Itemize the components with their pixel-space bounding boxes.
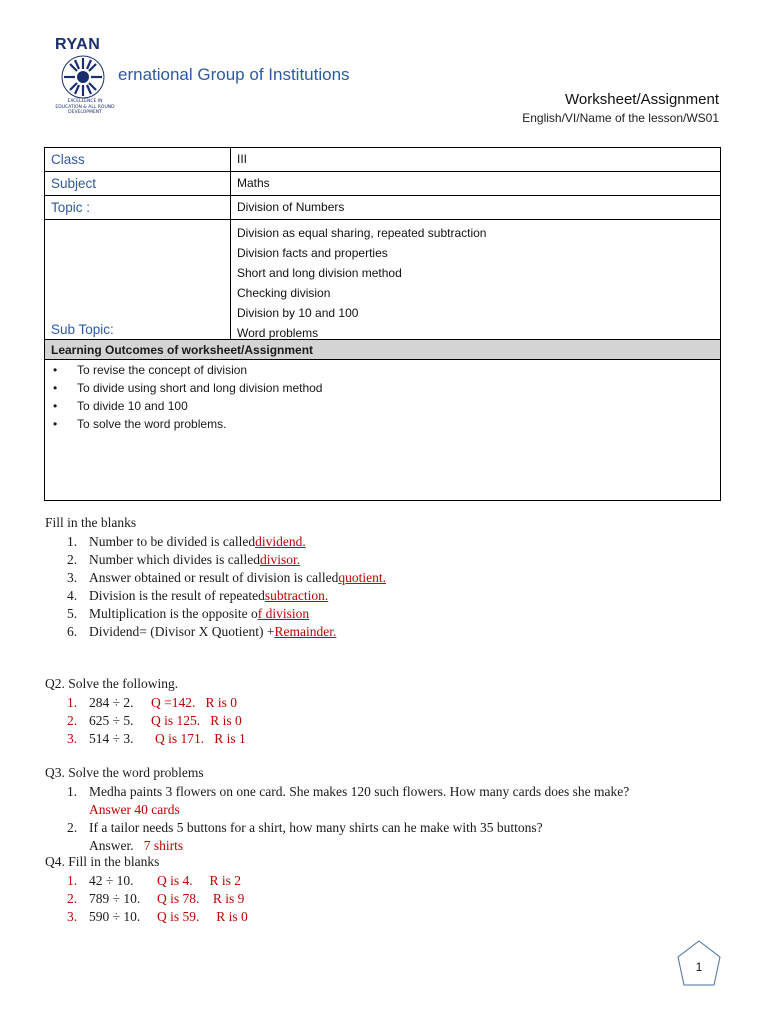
- list-item: [67, 908, 248, 926]
- item-text: Medha paints 3 flowers on one card. She makes 120 such flowers. How many cards does she make?: [89, 784, 630, 799]
- item-expression: 42 ÷ 10.: [89, 873, 134, 888]
- answer-text: Q is 4. R is 2: [157, 873, 242, 888]
- answer-text: Q is 125. R is 0: [151, 713, 242, 728]
- answer-text: 40 cards: [134, 802, 180, 817]
- school-logo: [48, 36, 118, 120]
- item-number: 2.: [67, 713, 78, 728]
- list-item: [67, 694, 246, 712]
- answer-label: Answer.: [89, 838, 144, 853]
- subject-row: [45, 172, 720, 196]
- item-expression: 789 ÷ 10.: [89, 891, 141, 906]
- topic-label: Topic :: [45, 196, 231, 219]
- answer-text: 7 shirts: [143, 838, 184, 853]
- subtopic-row: [45, 220, 720, 340]
- class-value: III: [237, 152, 248, 166]
- outcome-item: [51, 362, 714, 380]
- list-item: [67, 783, 629, 801]
- list-item: [67, 819, 629, 837]
- page-number: 1: [695, 960, 703, 974]
- subtopic-item: Checking division: [237, 286, 331, 300]
- item-number: 1.: [67, 695, 78, 710]
- item-text: Number which divides is called: [89, 552, 260, 567]
- item-number: 1.: [67, 784, 78, 799]
- answer-label: Answer: [89, 802, 135, 817]
- q3-list: [67, 783, 629, 855]
- item-number: 3.: [67, 909, 78, 924]
- answer-text: subtraction.: [264, 588, 329, 603]
- bullet-icon: •: [53, 363, 58, 377]
- item-expression: 625 ÷ 5.: [89, 713, 134, 728]
- outcome-text: To revise the concept of division: [77, 363, 248, 377]
- page-number-badge: [676, 939, 722, 994]
- subtopic-list: [231, 220, 720, 339]
- info-table: [44, 147, 721, 501]
- answer-text: dividend.: [255, 534, 306, 549]
- list-item: [67, 730, 246, 748]
- outcome-item: [51, 416, 714, 434]
- item-number: 1.: [67, 873, 78, 888]
- class-row: [45, 148, 720, 172]
- list-item: [67, 587, 386, 605]
- list-item: [67, 551, 386, 569]
- subtopic-item: Word problems: [237, 326, 319, 340]
- logo-text: RYAN: [55, 36, 101, 53]
- list-item: [67, 569, 386, 587]
- organization-name: ernational Group of Institutions: [118, 65, 350, 84]
- item-expression: 514 ÷ 3.: [89, 731, 134, 746]
- bullet-icon: •: [53, 417, 58, 431]
- outcome-item: [51, 380, 714, 398]
- outcome-text: To solve the word problems.: [77, 417, 227, 431]
- item-text: Answer obtained or result of division is called: [89, 570, 339, 585]
- q3-heading: Q3. Solve the word problems: [45, 765, 204, 780]
- item-text: Dividend= (Divisor X Quotient) +: [89, 624, 275, 639]
- subject-value: Maths: [237, 176, 270, 190]
- q4-list: [67, 872, 248, 926]
- page-number-frame-icon: [676, 939, 722, 989]
- outcomes-list: [45, 360, 720, 500]
- answer-text: Q is 171. R is 1: [155, 731, 246, 746]
- item-number: 5.: [67, 606, 78, 621]
- subtopic-item: Division by 10 and 100: [237, 306, 359, 320]
- answer-line: [67, 837, 629, 855]
- subtopic-label: Sub Topic:: [45, 220, 231, 339]
- item-text: If a tailor needs 5 buttons for a shirt, how many shirts can he make with 35 buttons?: [89, 820, 543, 835]
- answer-text: Q =142. R is 0: [151, 695, 237, 710]
- item-number: 2.: [67, 820, 78, 835]
- subject-label: Subject: [45, 172, 231, 195]
- answer-line: [67, 801, 629, 819]
- subtopic-item: Short and long division method: [237, 266, 402, 280]
- list-item: [67, 890, 248, 908]
- item-number: 2.: [67, 552, 78, 567]
- topic-value: Division of Numbers: [237, 200, 345, 214]
- item-text: Number to be divided is called: [89, 534, 256, 549]
- bullet-icon: •: [53, 381, 58, 395]
- sunburst-logo-icon: [54, 54, 112, 100]
- document-meta: English/VI/Name of the lesson/WS01: [522, 111, 719, 125]
- q1-heading: Fill in the blanks: [45, 515, 137, 530]
- q2-list: [67, 694, 246, 748]
- item-text: Multiplication is the opposite o: [89, 606, 258, 621]
- item-text: Division is the result of repeated: [89, 588, 265, 603]
- item-number: 3.: [67, 570, 78, 585]
- list-item: [67, 533, 386, 551]
- outcome-item: [51, 398, 714, 416]
- outcome-text: To divide using short and long division method: [77, 381, 323, 395]
- answer-text: Remainder.: [274, 624, 337, 639]
- q1-list: [67, 533, 386, 641]
- answer-text: Q is 78. R is 9: [157, 891, 245, 906]
- list-item: [67, 872, 248, 890]
- logo-tagline: EXCELLENCE IN EDUCATION & ALL ROUND DEVELOPMENT: [55, 99, 115, 115]
- class-label: Class: [45, 148, 231, 171]
- outcome-text: To divide 10 and 100: [77, 399, 188, 413]
- subtopic-item: Division facts and properties: [237, 246, 388, 260]
- item-number: 6.: [67, 624, 78, 639]
- answer-text: quotient.: [338, 570, 386, 585]
- list-item: [67, 605, 386, 623]
- item-expression: 590 ÷ 10.: [89, 909, 141, 924]
- answer-text: f division: [257, 606, 310, 621]
- item-number: 3.: [67, 731, 78, 746]
- subtopic-item: Division as equal sharing, repeated subtraction: [237, 226, 487, 240]
- q2-heading: Q2. Solve the following.: [45, 676, 179, 691]
- item-number: 1.: [67, 534, 78, 549]
- document-type: Worksheet/Assignment: [565, 91, 719, 108]
- answer-text: Q is 59. R is 0: [157, 909, 248, 924]
- topic-row: [45, 196, 720, 220]
- item-number: 4.: [67, 588, 78, 603]
- list-item: [67, 623, 386, 641]
- list-item: [67, 712, 246, 730]
- q4-heading: Q4. Fill in the blanks: [45, 854, 160, 869]
- item-expression: 284 ÷ 2.: [89, 695, 134, 710]
- bullet-icon: •: [53, 399, 58, 413]
- answer-text: divisor.: [259, 552, 301, 567]
- outcomes-heading: Learning Outcomes of worksheet/Assignment: [45, 340, 720, 360]
- item-number: 2.: [67, 891, 78, 906]
